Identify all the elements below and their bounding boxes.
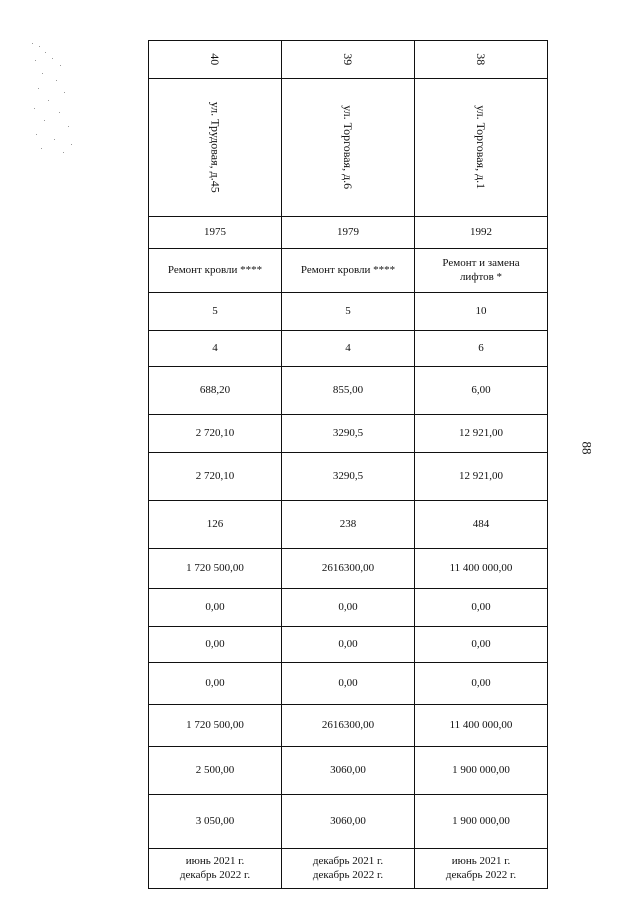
cell-cost: 3060,00 [282,747,415,795]
cell-work-type: Ремонт и замена лифтов * [415,249,548,293]
repair-program-table [148,40,548,889]
cell-area: 12 921,00 [415,415,548,453]
table-row-cost-fund-2 [149,627,548,663]
cell-period [415,849,548,889]
cell-cost: 1 720 500,00 [149,705,282,747]
cell-year: 1975 [149,217,282,249]
cell-area: 6,00 [415,367,548,415]
cell-area: 3290,5 [282,415,415,453]
cell-work-type: Ремонт кровли **** [282,249,415,293]
cell-cost: 11 400 000,00 [415,705,548,747]
table-row-address [149,79,548,217]
table-row-cost-fund-1 [149,589,548,627]
cell-cost: 0,00 [149,627,282,663]
cell-number: 39 [282,41,415,79]
cell-cost: 0,00 [282,663,415,705]
cell-address: ул. Трудовая, д.45 [149,79,282,217]
period-start: декабрь 2021 г. [312,855,384,868]
page-number: 88 [579,441,595,455]
period-end: декабрь 2022 г. [312,868,384,881]
cell-cost: 0,00 [415,627,548,663]
table-row-floors [149,293,548,331]
cell-cost: 3060,00 [282,795,415,849]
cell-cost: 2616300,00 [282,705,415,747]
table-row-period [149,849,548,889]
cell-area: 688,20 [149,367,282,415]
cell-year: 1979 [282,217,415,249]
cell-address: ул. Торговая, д.6 [282,79,415,217]
cell-cost: 1 720 500,00 [149,549,282,589]
period-start: июнь 2021 г. [185,855,245,868]
table-row-area-1 [149,367,548,415]
cell-residents: 484 [415,501,548,549]
cell-area: 3290,5 [282,453,415,501]
cell-work-type: Ремонт кровли **** [149,249,282,293]
period-end: декабрь 2022 г. [445,868,517,881]
period-start: июнь 2021 г. [451,855,511,868]
table-row-area-3 [149,453,548,501]
cell-cost: 0,00 [149,663,282,705]
table-row-cost-total [149,549,548,589]
cell-cost: 0,00 [149,589,282,627]
cell-entrances: 4 [282,331,415,367]
cell-entrances: 4 [149,331,282,367]
cell-cost: 1 900 000,00 [415,795,548,849]
cell-area: 12 921,00 [415,453,548,501]
cell-period [282,849,415,889]
cell-floors: 5 [149,293,282,331]
table-row-work-type [149,249,548,293]
cell-cost: 1 900 000,00 [415,747,548,795]
cell-entrances: 6 [415,331,548,367]
cell-cost: 2616300,00 [282,549,415,589]
cell-cost: 0,00 [415,663,548,705]
cell-cost: 0,00 [282,589,415,627]
table-row-cost-fund-3 [149,663,548,705]
scan-artifact [30,40,78,155]
table-row-number [149,41,548,79]
cell-cost: 0,00 [415,589,548,627]
table-row-cost-owners [149,705,548,747]
cell-cost: 2 500,00 [149,747,282,795]
table-row-cost-sqm-2 [149,795,548,849]
cell-area: 2 720,10 [149,453,282,501]
table-row-residents [149,501,548,549]
cell-residents: 238 [282,501,415,549]
cell-cost: 0,00 [282,627,415,663]
cell-year: 1992 [415,217,548,249]
cell-floors: 5 [282,293,415,331]
table-row-entrances [149,331,548,367]
table-row-year [149,217,548,249]
cell-number: 38 [415,41,548,79]
cell-area: 855,00 [282,367,415,415]
period-end: декабрь 2022 г. [179,868,251,881]
cell-address: ул. Торговая, д.1 [415,79,548,217]
cell-cost: 3 050,00 [149,795,282,849]
cell-number: 40 [149,41,282,79]
cell-cost: 11 400 000,00 [415,549,548,589]
cell-floors: 10 [415,293,548,331]
table-row-area-2 [149,415,548,453]
table-row-cost-sqm-1 [149,747,548,795]
cell-residents: 126 [149,501,282,549]
cell-area: 2 720,10 [149,415,282,453]
cell-period [149,849,282,889]
